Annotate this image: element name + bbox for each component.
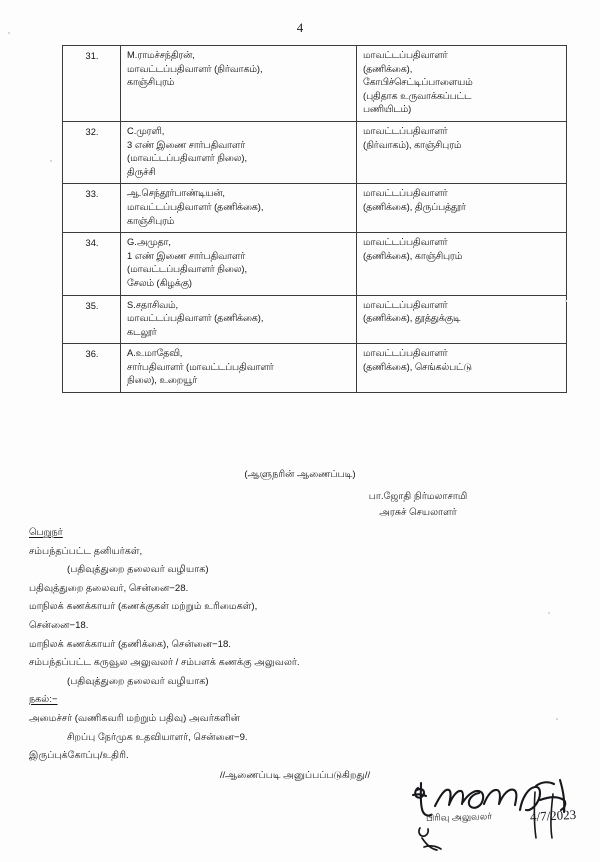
row-serial-number: 34.: [63, 233, 121, 295]
page-number: 4: [296, 20, 304, 35]
officer-transfer-table: [62, 45, 567, 393]
scan-speck: [8, 32, 10, 34]
row-serial-number: 36.: [63, 344, 121, 393]
row-posting-cell: [357, 295, 567, 344]
cell-line: (தணிக்கை), செங்கல்பட்டு: [363, 361, 472, 372]
cell-line: காஞ்சிபுரம்: [127, 215, 175, 226]
cell-line: பணியிடம்): [363, 104, 412, 115]
cell-line: (நிர்வாகம்), காஞ்சிபுரம்: [363, 139, 462, 150]
row-serial-number: 33.: [63, 184, 121, 233]
copy-to-heading: நகல்:−: [29, 694, 58, 706]
row-serial-number: 31.: [63, 46, 121, 122]
cell-line: காஞ்சிபுரம்: [127, 77, 175, 88]
row-serial-number: 32.: [63, 121, 121, 183]
distribution-item: சென்னை−18.: [29, 619, 89, 631]
table-body: [63, 46, 567, 393]
cell-line: S.சதாசிவம்,: [127, 299, 179, 310]
by-order-of-governor-line: (ஆளுநரின் ஆணைப்படி): [244, 469, 356, 480]
table-row: [63, 46, 567, 122]
cell-line: G.அமுதா,: [127, 237, 171, 248]
distribution-item: (பதிவுத்துறை தலைவர் வழியாக): [67, 564, 209, 576]
scan-speck: [548, 612, 550, 614]
cell-line: சார்பதிவாளர் (மாவட்டப்பதிவாளர்: [127, 361, 274, 372]
row-officer-name-cell: [121, 46, 357, 122]
cell-line: C.முரளி,: [127, 125, 165, 136]
distribution-list: [29, 524, 499, 766]
distribution-item: பதிவுத்துறை தலைவர், சென்னை−28.: [29, 582, 189, 594]
table-row: [63, 344, 567, 393]
cell-line: மாவட்டப்பதிவாளர்: [363, 125, 448, 136]
distribution-item: மாநிலக் கணக்காயர் (தணிக்கை), சென்னை−18.: [29, 638, 231, 650]
cell-line: கடலூர்: [127, 326, 157, 337]
cell-line: மாவட்டப்பதிவாளர்: [363, 348, 448, 359]
copy-to-item: அமைச்சர் (வணிகவரி மற்றும் பதிவு) அவர்களின்: [29, 712, 240, 724]
cell-line: சேலம் (கிழக்கு): [127, 277, 192, 288]
distribution-item: சம்பந்தப்பட்ட தனியர்கள்,: [29, 545, 143, 557]
distribution-item: மாநிலக் கணக்காயர் (கணக்குகள் மற்றும் உரிமைகள்),: [29, 601, 258, 613]
cell-line: M.ராமச்சந்திரன்,: [127, 50, 195, 60]
cell-line: ஆ.செந்தூர்பாண்டியன்,: [127, 188, 225, 199]
cell-line: மாவட்டப்பதிவாளர்: [363, 50, 448, 60]
row-posting-cell: [357, 233, 567, 295]
cell-line: மாவட்டப்பதிவாளர் (நிர்வாகம்),: [127, 63, 263, 74]
table-row: [63, 233, 567, 295]
signatory-designation: அரசுச் செயலாளர்: [379, 507, 457, 518]
row-officer-name-cell: [121, 344, 357, 393]
signatory-block: [300, 489, 536, 521]
cell-line: திருச்சி: [127, 166, 156, 177]
copy-to-item: இருப்புக்கோப்பு/உதிரி.: [29, 750, 129, 762]
scan-speck: [565, 300, 567, 302]
signatory-name: பா.ஜோதி நிர்மலாசாமி: [368, 491, 468, 502]
distribution-item: (பதிவுத்துறை தலைவர் வழியாக): [67, 675, 209, 687]
cell-line: (புதிதாக உருவாக்கப்பட்ட: [363, 90, 472, 101]
copy-to-item: சிறப்பு நேர்முக உதவியாளர், சென்னை−9.: [67, 731, 248, 743]
cell-line: (மாவட்டப்பதிவாளர் நிலை),: [127, 264, 248, 275]
cell-line: (தணிக்கை), தூத்துக்குடி: [363, 313, 461, 324]
scan-speck: [50, 160, 52, 162]
cell-line: (தணிக்கை), திருப்பத்தூர்: [363, 201, 466, 212]
cell-line: மாவட்டப்பதிவாளர் (தணிக்கை),: [127, 313, 264, 324]
cell-line: மாவட்டப்பதிவாளர்: [363, 188, 448, 199]
row-officer-name-cell: [121, 184, 357, 233]
signature-date: 4/7/2023: [529, 806, 577, 825]
row-posting-cell: [357, 121, 567, 183]
scan-speck: [556, 718, 558, 720]
table-row: [63, 121, 567, 183]
handwritten-signature: [408, 772, 594, 858]
cell-line: 1 எண் இணை சார்பதிவாளர்: [127, 250, 246, 261]
distribution-heading: பெறுநர்: [29, 527, 63, 538]
cell-line: மாவட்டப்பதிவாளர் (தணிக்கை),: [127, 201, 264, 212]
cell-line: (மாவட்டப்பதிவாளர் நிலை),: [127, 153, 248, 164]
cell-line: நிலை), உறையூர்: [127, 375, 198, 386]
row-officer-name-cell: [121, 295, 357, 344]
table-row: [63, 184, 567, 233]
cell-line: கோபிச்செட்டிப்பாளையம்: [363, 77, 473, 88]
cell-line: (தணிக்கை),: [363, 63, 413, 74]
cell-line: (தணிக்கை), காஞ்சிபுரம்: [363, 250, 463, 261]
row-officer-name-cell: [121, 233, 357, 295]
table-row: [63, 295, 567, 344]
cell-line: மாவட்டப்பதிவாளர்: [363, 299, 448, 310]
signature-designation-caption: பிரிவு அலுவலர்: [425, 811, 492, 823]
cell-line: A.உமாதேவி,: [127, 348, 183, 359]
cell-line: 3 எண் இணை சார்பதிவாளர்: [127, 139, 246, 150]
row-officer-name-cell: [121, 121, 357, 183]
row-posting-cell: [357, 344, 567, 393]
cell-line: மாவட்டப்பதிவாளர்: [363, 237, 448, 248]
row-posting-cell: [357, 184, 567, 233]
row-serial-number: 35.: [63, 295, 121, 344]
row-posting-cell: [357, 46, 567, 122]
distribution-item: சம்பந்தப்பட்ட கருவூல அலுவலர் / சம்பளக் கணக்கு அலுவலர்.: [29, 657, 300, 669]
forwarding-note: //ஆணைப்படி அனுப்பப்படுகிறது//: [219, 770, 371, 781]
